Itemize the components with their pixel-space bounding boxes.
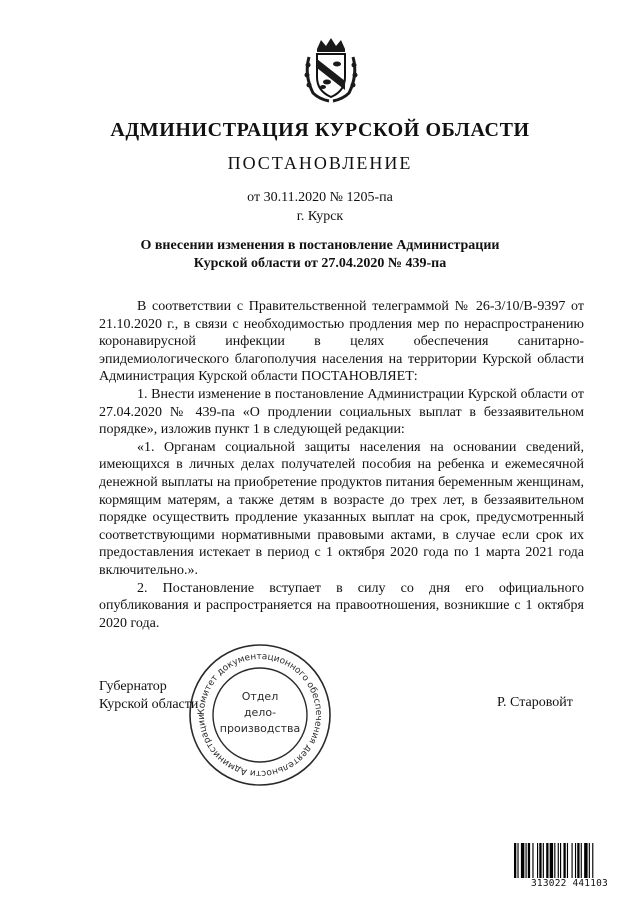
stamp-ring-text: Комитет документационного обеспечения деятельности Администрации — [196, 651, 324, 779]
document-type: ПОСТАНОВЛЕНИЕ — [227, 153, 413, 173]
signer-name: Р. Старовойт — [497, 695, 573, 710]
coat-of-arms-icon — [301, 35, 361, 105]
barcode-bars — [514, 843, 625, 879]
signer-position-line: Курской области — [99, 696, 199, 712]
document-title-line: Курской области от 27.04.2020 № 439-па — [193, 256, 447, 271]
document-title — [0, 237, 640, 273]
coat-of-arms-emblem — [301, 35, 361, 105]
document-barcode — [514, 843, 625, 893]
body-paragraph: «1. Органам социальной защиты населения на основании сведений, имеющихся в личных делах получателей пособия на ребенка и ежемесячной денежной выплаты на приобретение продуктов питания беременным женщинам, кормящим матерям, а также детям в возрасте до трех лет, в беззаявительном порядке осуществить продление указанных выплат на срок, предусмотренный соответствующими нормативными правовыми актами, в случае если срок их предоставления истекает в период с 1 октября 2020 года по 1 марта 2021 года включительно.». — [99, 439, 584, 578]
body-paragraph: 1. Внести изменение в постановление Администрации Курской области от 27.04.2020 № 439-па «О продлении социальных выплат в беззаявительном порядке», изложив пункт 1 в следующей редакции: — [99, 386, 584, 438]
organization-name: АДМИНИСТРАЦИЯ КУРСКОЙ ОБЛАСТИ — [110, 119, 530, 141]
body-paragraph: В соответствии с Правительственной телеграммой № 26-3/10/В-9397 от 21.10.2020 г., в связи с необходимостью продления мер по нераспространению коронавирусной инфекции в целях обеспечения санитарно-эпидемиологического благополучия населения на территории Курской области Администрация Курской области ПОСТАНОВЛЯЕТ: — [99, 299, 584, 385]
document-city: г. Курск — [296, 209, 344, 224]
document-title-line: О внесении изменения в постановление Администрации — [140, 238, 500, 253]
barcode-number: 313022 441103 — [514, 878, 625, 889]
official-stamp — [185, 640, 335, 790]
stamp-line: производства — [219, 722, 301, 735]
body-paragraph: 2. Постановление вступает в силу со дня его официального опубликования и распространяется на правоотношения, возникшие с 1 октября 2020 года. — [99, 580, 584, 631]
stamp-seal-icon — [185, 640, 335, 790]
stamp-line: дело- — [243, 706, 277, 719]
signer-position — [99, 678, 198, 713]
document-date-number: от 30.11.2020 № 1205-па — [247, 190, 393, 205]
signer-position-line: Губернатор — [99, 679, 167, 694]
stamp-line: Отдел — [241, 690, 279, 703]
document-body — [99, 298, 584, 632]
